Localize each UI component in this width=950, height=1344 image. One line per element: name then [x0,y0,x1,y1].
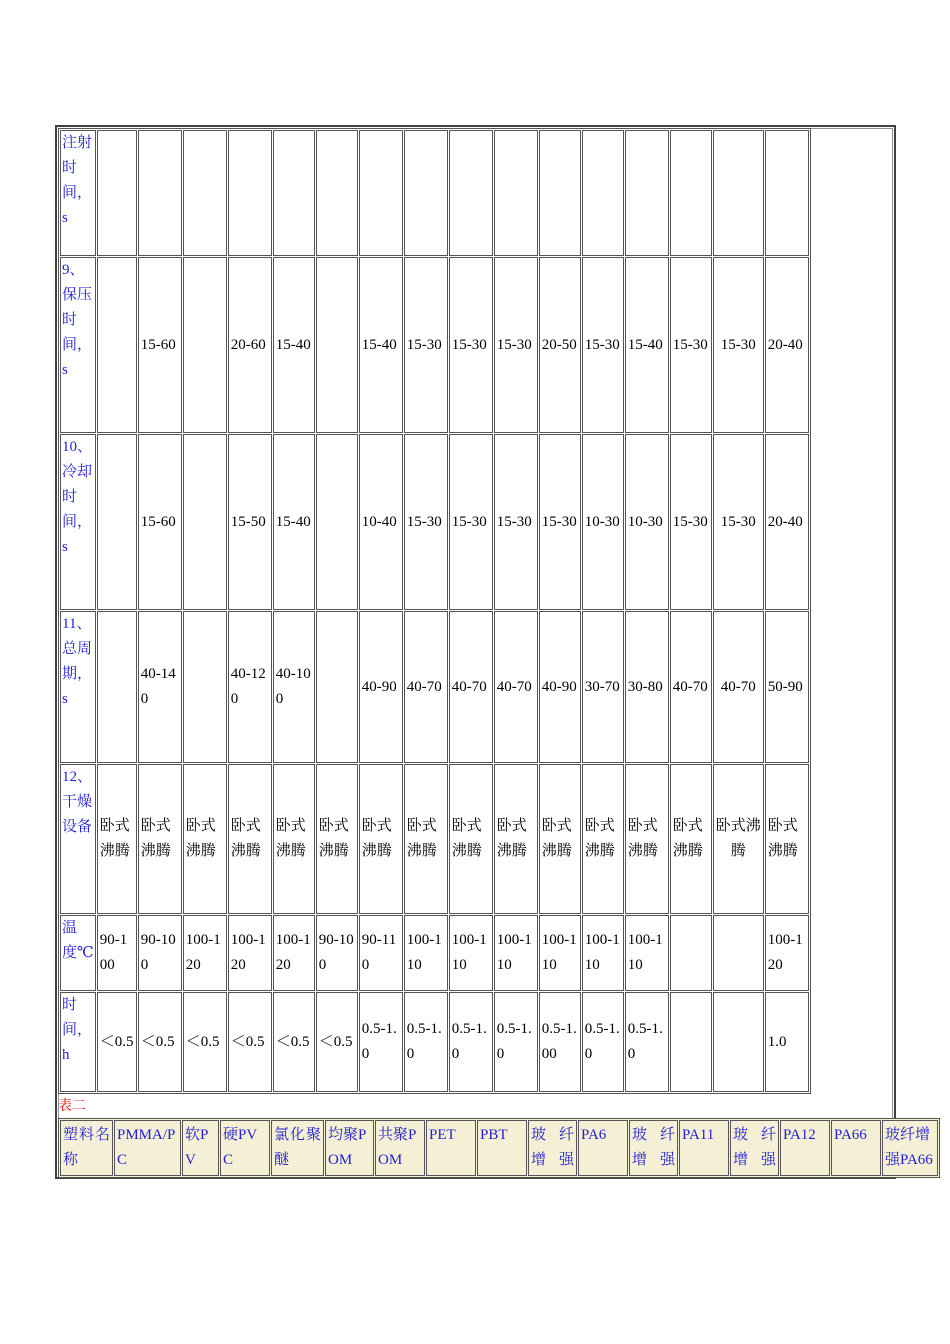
table-cell [183,130,227,256]
table-cell: 15-30 [670,434,712,610]
table-cell [713,915,764,991]
table-cell: 卧式沸腾 [316,764,358,914]
table-cell: 40-140 [138,611,182,763]
table-cell: 1.0 [765,992,809,1092]
table-cell [449,130,493,256]
row-label: 11、总周期，s [60,611,96,763]
table-cell [97,130,137,256]
table-cell: ＜0.5 [97,992,137,1092]
table-cell [183,257,227,433]
header-cell: PMMA/PC [114,1120,181,1176]
table-cell: 100-120 [273,915,315,991]
table-cell [97,434,137,610]
table-cell: 10-30 [582,434,624,610]
table-cell: 卧式沸腾 [765,764,809,914]
header-cell: PA6 [578,1120,628,1176]
row-label: 10、冷却时间，s [60,434,96,610]
table-cell: 40-70 [670,611,712,763]
table-caption: 表二 [58,1099,86,1114]
table-cell: 卧式沸腾 [228,764,272,914]
table-cell: 90-100 [316,915,358,991]
table-cell: 0.5-1.0 [359,992,403,1092]
table-cell: 卧式沸腾 [494,764,538,914]
row-label: 时间，h [60,992,96,1092]
table-cell [183,611,227,763]
table-cell [316,130,358,256]
table-cell [316,611,358,763]
row-label: 9、保压时间，s [60,257,96,433]
table-row [60,434,809,610]
table-cell [97,257,137,433]
table-cell: 15-30 [449,434,493,610]
table-cell: 20-40 [765,434,809,610]
table-cell: 100-110 [625,915,669,991]
table-cell [359,130,403,256]
table-cell: 40-70 [494,611,538,763]
table-cell: 20-40 [765,257,809,433]
table-cell: 40-70 [713,611,764,763]
table-cell: 15-30 [539,434,581,610]
table-row [60,257,809,433]
table-cell: 15-60 [138,257,182,433]
table-cell: 15-30 [449,257,493,433]
table-row [60,764,809,914]
table-cell: 100-110 [494,915,538,991]
table-cell [273,130,315,256]
row-label: 温度℃ [60,915,96,991]
table-cell: 0.5-1.0 [625,992,669,1092]
table-cell: 100-120 [228,915,272,991]
table-row [60,611,809,763]
table-cell [316,434,358,610]
table-cell: 40-100 [273,611,315,763]
table-cell: ＜0.5 [316,992,358,1092]
table-row [60,130,809,256]
table-cell: ＜0.5 [138,992,182,1092]
table-cell: 100-110 [582,915,624,991]
table-cell: 15-30 [404,257,448,433]
table-cell: 30-70 [582,611,624,763]
table-cell: ＜0.5 [183,992,227,1092]
table-cell: 40-90 [539,611,581,763]
table-cell: 卧式沸腾 [449,764,493,914]
header-cell: 硬PVC [220,1120,270,1176]
table-cell: 15-60 [138,434,182,610]
table-cell: 15-30 [670,257,712,433]
table-cell: 10-30 [625,434,669,610]
header-cell: PA12 [780,1120,830,1176]
table-cell: 100-110 [539,915,581,991]
header-row [60,1120,938,1176]
table-cell [765,130,809,256]
table-cell [670,915,712,991]
table-cell: 15-30 [582,257,624,433]
table-cell: 卧式沸腾 [670,764,712,914]
table-cell: 15-30 [713,434,764,610]
material-header-table [58,1118,940,1178]
table-cell: 卧式沸腾 [273,764,315,914]
table-cell: 40-70 [404,611,448,763]
table-cell: 100-110 [404,915,448,991]
table-cell [97,611,137,763]
table-cell: ＜0.5 [273,992,315,1092]
table-cell: 90-100 [138,915,182,991]
row-label: 12、干燥设备 [60,764,96,914]
header-cell: PET [426,1120,476,1176]
header-cell: 共聚POM [375,1120,425,1176]
header-cell: PA66 [831,1120,881,1176]
table-cell: 0.5-1.00 [539,992,581,1092]
table-cell: 15-40 [273,257,315,433]
table-cell [494,130,538,256]
table-cell: 15-30 [494,434,538,610]
table-cell: 0.5-1.0 [449,992,493,1092]
header-cell: 氯化聚醚 [271,1120,324,1176]
header-cell: PA11 [679,1120,729,1176]
table-cell [713,130,764,256]
table-cell: 15-30 [713,257,764,433]
table-cell: 90-100 [97,915,137,991]
table-cell [539,130,581,256]
table-cell: 15-30 [494,257,538,433]
table-cell: 15-40 [359,257,403,433]
table-cell: 15-30 [404,434,448,610]
table-cell [316,257,358,433]
table-cell: 卧式沸腾 [713,764,764,914]
table-cell [228,130,272,256]
table-cell: 卧式沸腾 [359,764,403,914]
table-row [60,992,809,1092]
table-cell: 卧式沸腾 [404,764,448,914]
table-cell [670,992,712,1092]
table-cell: 0.5-1.0 [582,992,624,1092]
table-cell: 50-90 [765,611,809,763]
header-cell: 均聚POM [325,1120,374,1176]
table-cell: 卧式沸腾 [625,764,669,914]
table-cell [404,130,448,256]
table-cell: 40-70 [449,611,493,763]
table-cell: 40-90 [359,611,403,763]
table-cell [582,130,624,256]
table-cell: 10-40 [359,434,403,610]
table-cell: 0.5-1.0 [404,992,448,1092]
table-cell: 15-40 [625,257,669,433]
table-cell: 100-120 [183,915,227,991]
header-cell: 玻纤增强PA66 [882,1120,938,1176]
table-cell: 30-80 [625,611,669,763]
table-cell: ＜0.5 [228,992,272,1092]
table-cell: 20-60 [228,257,272,433]
table-row [60,915,809,991]
header-cell: 软PV [182,1120,219,1176]
header-cell: 塑料名称 [60,1120,113,1176]
table-cell [670,130,712,256]
row-label: 注射时间，s [60,130,96,256]
table-cell: 20-50 [539,257,581,433]
table-cell: 卧式沸腾 [582,764,624,914]
table-cell: 15-50 [228,434,272,610]
table-cell: 0.5-1.0 [494,992,538,1092]
table-cell: 卧式沸腾 [97,764,137,914]
table-cell: 90-110 [359,915,403,991]
table-cell [625,130,669,256]
table-cell: 100-120 [765,915,809,991]
table-cell [713,992,764,1092]
header-cell: 玻纤增强 [528,1120,577,1176]
table-cell: 卧式沸腾 [539,764,581,914]
table-cell: 40-120 [228,611,272,763]
table-cell: 卧式沸腾 [138,764,182,914]
process-table [58,128,811,1094]
header-cell: 玻纤增强 [629,1120,678,1176]
header-cell: PBT [477,1120,527,1176]
table-cell [138,130,182,256]
table-cell: 15-40 [273,434,315,610]
table-cell [183,434,227,610]
table-cell: 100-110 [449,915,493,991]
header-cell: 玻纤增强 [730,1120,779,1176]
table-cell: 卧式沸腾 [183,764,227,914]
